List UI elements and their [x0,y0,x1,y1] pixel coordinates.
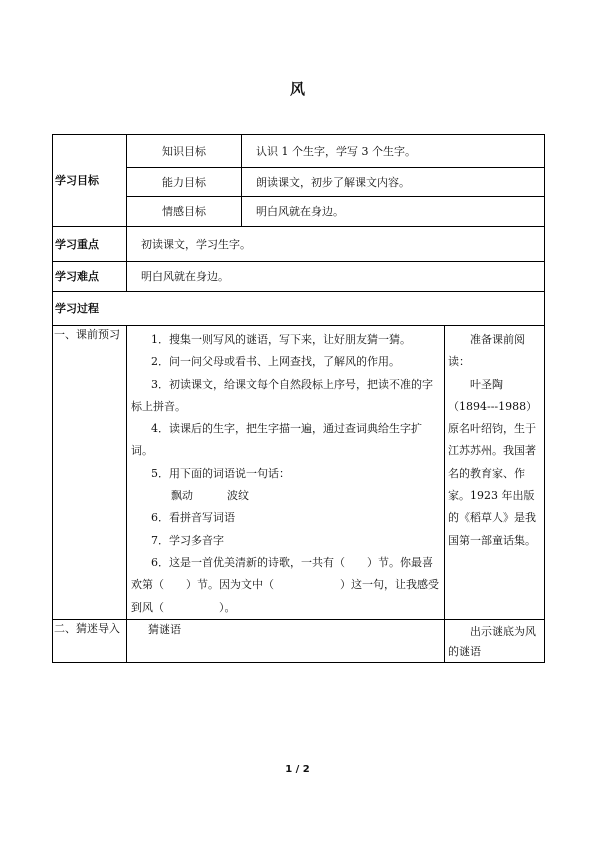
objective-name: 知识目标 [127,135,242,168]
difficult-points-text: 明白风就在身边。 [127,262,545,292]
step1-line: 1．搜集一则写风的谜语，写下来，让好朋友猜一猜。 [151,333,411,346]
key-points-label: 学习重点 [53,227,127,262]
key-points-text: 初读课文，学习生字。 [127,227,545,262]
word-item: 波纹 [227,489,249,503]
step1-line: 3．初读课文，给课文每个自然段标上序号，把读不准的字标上拼音。 [131,377,433,413]
difficult-points-label: 学习难点 [53,262,127,292]
step1-line: 5．用下面的词语说一句话： [151,466,290,480]
objective-name: 情感目标 [127,197,242,227]
step2-text: 猜谜语 [127,619,445,662]
author-name: 叶圣陶 [470,377,503,391]
reading-note [445,326,545,620]
step2-label: 二、猜迷导入 [53,619,127,662]
objective-text: 明白风就在身边。 [242,197,545,227]
lesson-plan-table [52,134,545,663]
step1-line: 2．问一问父母或看书、上网查找，了解风的作用。 [151,355,400,369]
step2-side-text: 出示谜底为风的谜语 [448,624,536,658]
step1-content [127,326,445,620]
step1-line: 6．这是一首优美清新的诗歌，一共有（ ）节。你最喜欢第（ ）节。因为文中（ ）这一句，让我感受到风（ ）。 [131,555,439,614]
step2-side [445,619,545,662]
objective-text: 朗读课文，初步了解课文内容。 [242,168,545,197]
word-list [131,485,440,507]
author-years: （1894---1988） [448,399,538,413]
step1-line: 7．学习多音字 [151,533,224,547]
reading-intro: 准备课前阅读： [448,333,525,369]
step1-label: 一、课前预习 [53,326,127,620]
objective-text: 认识 1 个生字，学写 3 个生字。 [242,135,545,168]
word-item: 飘动 [171,489,193,503]
objective-name: 能力目标 [127,168,242,197]
process-label: 学习过程 [53,292,545,326]
step1-line: 4．读课后的生字，把生字描一遍，通过查词典给生字扩词。 [131,422,422,458]
objectives-label: 学习目标 [53,135,127,227]
author-bio: 原名叶绍钧，生于江苏苏州。我国著名的教育家、作家。1923 年出版的《稻草人》是我国第一部童话集。 [448,422,536,547]
page-title: 风 [289,80,305,98]
step1-line: 6．看拼音写词语 [151,511,235,525]
page-number: 1 / 2 [285,764,310,775]
